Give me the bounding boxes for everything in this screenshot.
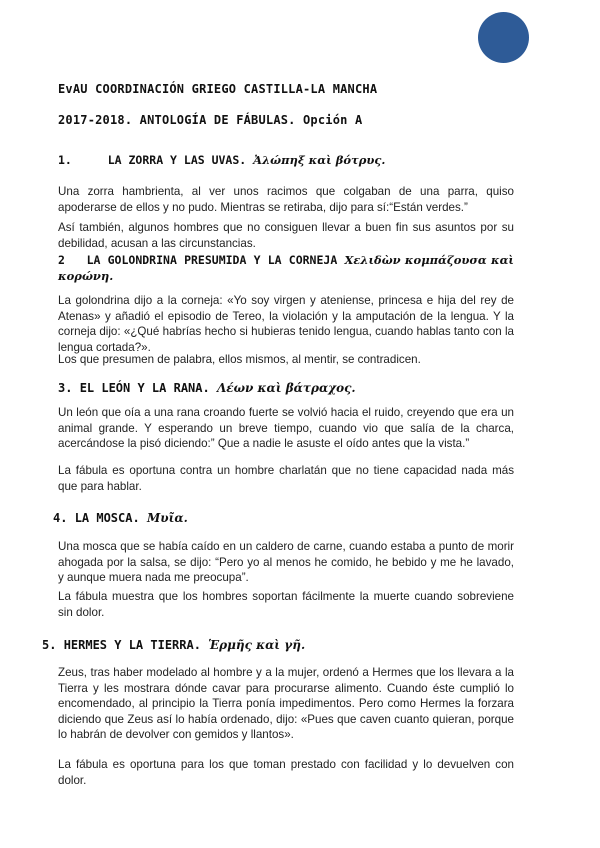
document-header-subtitle: 2017-2018. ANTOLOGÍA DE FÁBULAS. Opción A (58, 113, 363, 127)
section-3-paragraph-1: Un león que oía a una rana croando fuerte se volvió hacia el ruido, creyendo que era un animal grande. Y esperando un breve tiempo, cuando vio que salía de la charca, acercándose la pisó diciendo:” Que a nadie le asuste el oído antes que la vista.” (58, 406, 514, 450)
section-number: 3. (58, 381, 73, 395)
section-1-paragraph-2: Así también, algunos hombres que no consiguen llevar a buen fin sus asuntos por su debilidad, acusan a las circunstancias. (58, 221, 514, 250)
section-number: 2 (58, 253, 65, 267)
section-title: LA MOSCA. (74, 511, 140, 525)
section-4-paragraph-2: La fábula muestra que los hombres soportan fácilmente la muerte cuando sobreviene sin dolor. (58, 590, 514, 619)
section-greek-title: Ἑρμῆς καὶ γῆ. (208, 638, 306, 652)
section-number: 4. (53, 511, 68, 525)
section-title: LA ZORRA Y LAS UVAS. (107, 153, 247, 167)
section-3-paragraph-2: La fábula es oportuna contra un hombre charlatán que no tiene capacidad nada más que para hablar. (58, 464, 514, 493)
section-5-paragraph-1: Zeus, tras haber modelado al hombre y a la mujer, ordenó a Hermes que los llevara a la Tierra y les mostrara dónde cavar para procurarse alimento. Cuando éste cumplió lo encomendado, al principio la Tierra ponía impedimentos. Pero como Hermes la forzara diciendo que Zeus así lo había ordenado, dijo: «Pues que caven cuanto quieran, porque lo habrán de devolver con gemidos y llantos». (58, 666, 514, 741)
section-1-paragraph-1: Una zorra hambrienta, al ver unos racimos que colgaban de una parra, quiso apoderarse de ellos y no pudo. Mientras se retiraba, dijo para sí:“Están verdes.” (58, 185, 514, 214)
section-greek-title: Χελιδὼν κομπάζουσα καὶ κορώνη. (58, 253, 515, 283)
section-number: 1. (58, 153, 72, 167)
section-2-heading (58, 252, 514, 284)
section-greek-title: Λέων καὶ βάτραχος. (216, 381, 356, 395)
section-title: EL LEÓN Y LA RANA. (79, 381, 210, 395)
document-header-title: EvAU COORDINACIÓN GRIEGO CASTILLA-LA MANCHA (58, 82, 378, 96)
section-2-paragraph-2: Los que presumen de palabra, ellos mismos, al mentir, se contradicen. (58, 353, 421, 366)
section-2-paragraph-1: La golondrina dijo a la corneja: «Yo soy virgen y ateniense, princesa e hija del rey de Atenas» y añadió el episodio de Tereo, la violación y la amputación de la lengua. Y la corneja dijo: «¿Qué habrías hecho si hubieras tenido lengua, cuando hablas tanto con la lengua cortada?». (58, 294, 514, 354)
section-greek-title: Ἀλώπηξ καὶ βότρυς. (253, 153, 386, 167)
section-1-heading (58, 153, 385, 167)
section-4-heading (53, 511, 188, 525)
section-3-heading (58, 381, 356, 395)
section-greek-title: Μυῖα. (146, 511, 188, 525)
logo-circle (478, 12, 529, 63)
section-number: 5. (42, 638, 57, 652)
section-5-paragraph-2: La fábula es oportuna para los que toman prestado con facilidad y lo devuelven con dolor. (58, 758, 514, 787)
section-5-heading (42, 638, 305, 652)
section-title: HERMES Y LA TIERRA. (63, 638, 201, 652)
section-title: LA GOLONDRINA PRESUMIDA Y LA CORNEJA (86, 253, 338, 267)
section-4-paragraph-1: Una mosca que se había caído en un caldero de carne, cuando estaba a punto de morir ahogada por la salsa, se dijo: “Pero yo al menos he comido, he bebido y me he lavado, y aunque muera nada me preocupa”. (58, 540, 514, 584)
